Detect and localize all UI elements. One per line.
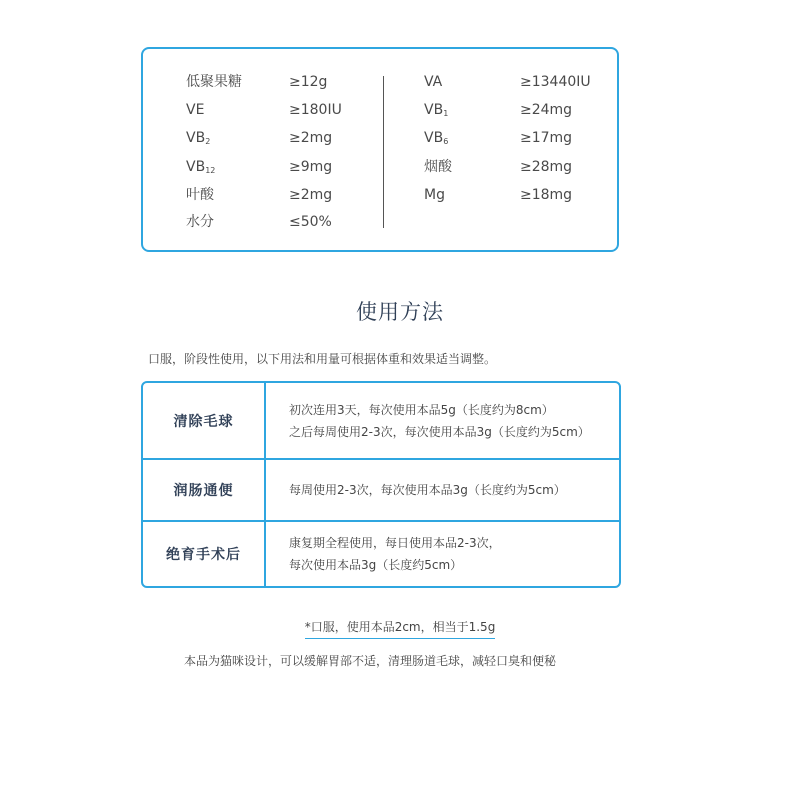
usage-instructions xyxy=(289,383,611,458)
row-divider xyxy=(264,522,266,586)
nutrient-value: ≥12g xyxy=(289,74,328,90)
usage-intro: 口服，阶段性使用，以下用法和用量可根据体重和效果适当调整。 xyxy=(148,352,497,366)
product-description: 本品为猫咪设计，可以缓解胃部不适，清理肠道毛球，减轻口臭和便秘 xyxy=(183,654,556,668)
usage-title: 使用方法 xyxy=(356,300,444,324)
usage-instructions xyxy=(289,460,611,520)
nutrient-name: VB6 xyxy=(424,130,449,146)
nutrient-name: VE xyxy=(186,102,205,118)
dose-note-text: *口服，使用本品2cm，相当于1.5g xyxy=(305,618,496,639)
usage-label: 清除毛球 xyxy=(173,413,234,430)
usage-row xyxy=(143,520,619,586)
nutrient-value: ≥13440IU xyxy=(520,74,591,90)
nutrient-value: ≥24mg xyxy=(520,102,573,118)
row-divider xyxy=(264,383,266,458)
nutrient-value: ≥28mg xyxy=(520,159,573,175)
nutrient-value: ≥17mg xyxy=(520,130,573,146)
row-divider xyxy=(264,460,266,520)
nutrient-value: ≥18mg xyxy=(520,187,573,203)
usage-instructions xyxy=(289,522,611,586)
usage-table xyxy=(141,381,621,588)
nutrient-name: VB2 xyxy=(186,130,211,146)
nutrient-name: 烟酸 xyxy=(424,159,452,175)
usage-row xyxy=(143,383,619,458)
nutrient-value: ≥2mg xyxy=(289,187,333,203)
nutrient-name: 低聚果糖 xyxy=(186,74,242,90)
dose-note xyxy=(0,618,800,639)
usage-label: 绝育手术后 xyxy=(166,547,241,563)
instruction-line: 每次使用本品3g（长度约5cm） xyxy=(289,558,463,572)
usage-label: 润肠通便 xyxy=(173,483,234,499)
nutrient-name: 水分 xyxy=(186,214,214,230)
instruction-line: 康复期全程使用，每日使用本品2-3次， xyxy=(289,536,501,550)
nutrient-value: ≥2mg xyxy=(289,130,333,146)
nutrient-name: Mg xyxy=(424,187,445,203)
usage-row xyxy=(143,458,619,520)
nutrient-value: ≥180IU xyxy=(289,102,342,118)
column-divider xyxy=(383,76,384,228)
nutrient-name: VB1 xyxy=(424,102,449,118)
nutrient-name: 叶酸 xyxy=(186,187,214,203)
nutrient-name: VA xyxy=(424,74,443,90)
instruction-line: 每周使用2-3次，每次使用本品3g（长度约为5cm） xyxy=(289,483,566,497)
nutrient-value: ≥9mg xyxy=(289,159,333,175)
nutrient-name: VB12 xyxy=(186,159,216,175)
nutrient-table xyxy=(141,47,619,252)
instruction-line: 之后每周使用2-3次，每次使用本品3g（长度约为5cm） xyxy=(289,424,590,439)
nutrient-value: ≤50% xyxy=(289,214,332,230)
instruction-line: 初次连用3天，每次使用本品5g（长度约为8cm） xyxy=(289,402,554,417)
